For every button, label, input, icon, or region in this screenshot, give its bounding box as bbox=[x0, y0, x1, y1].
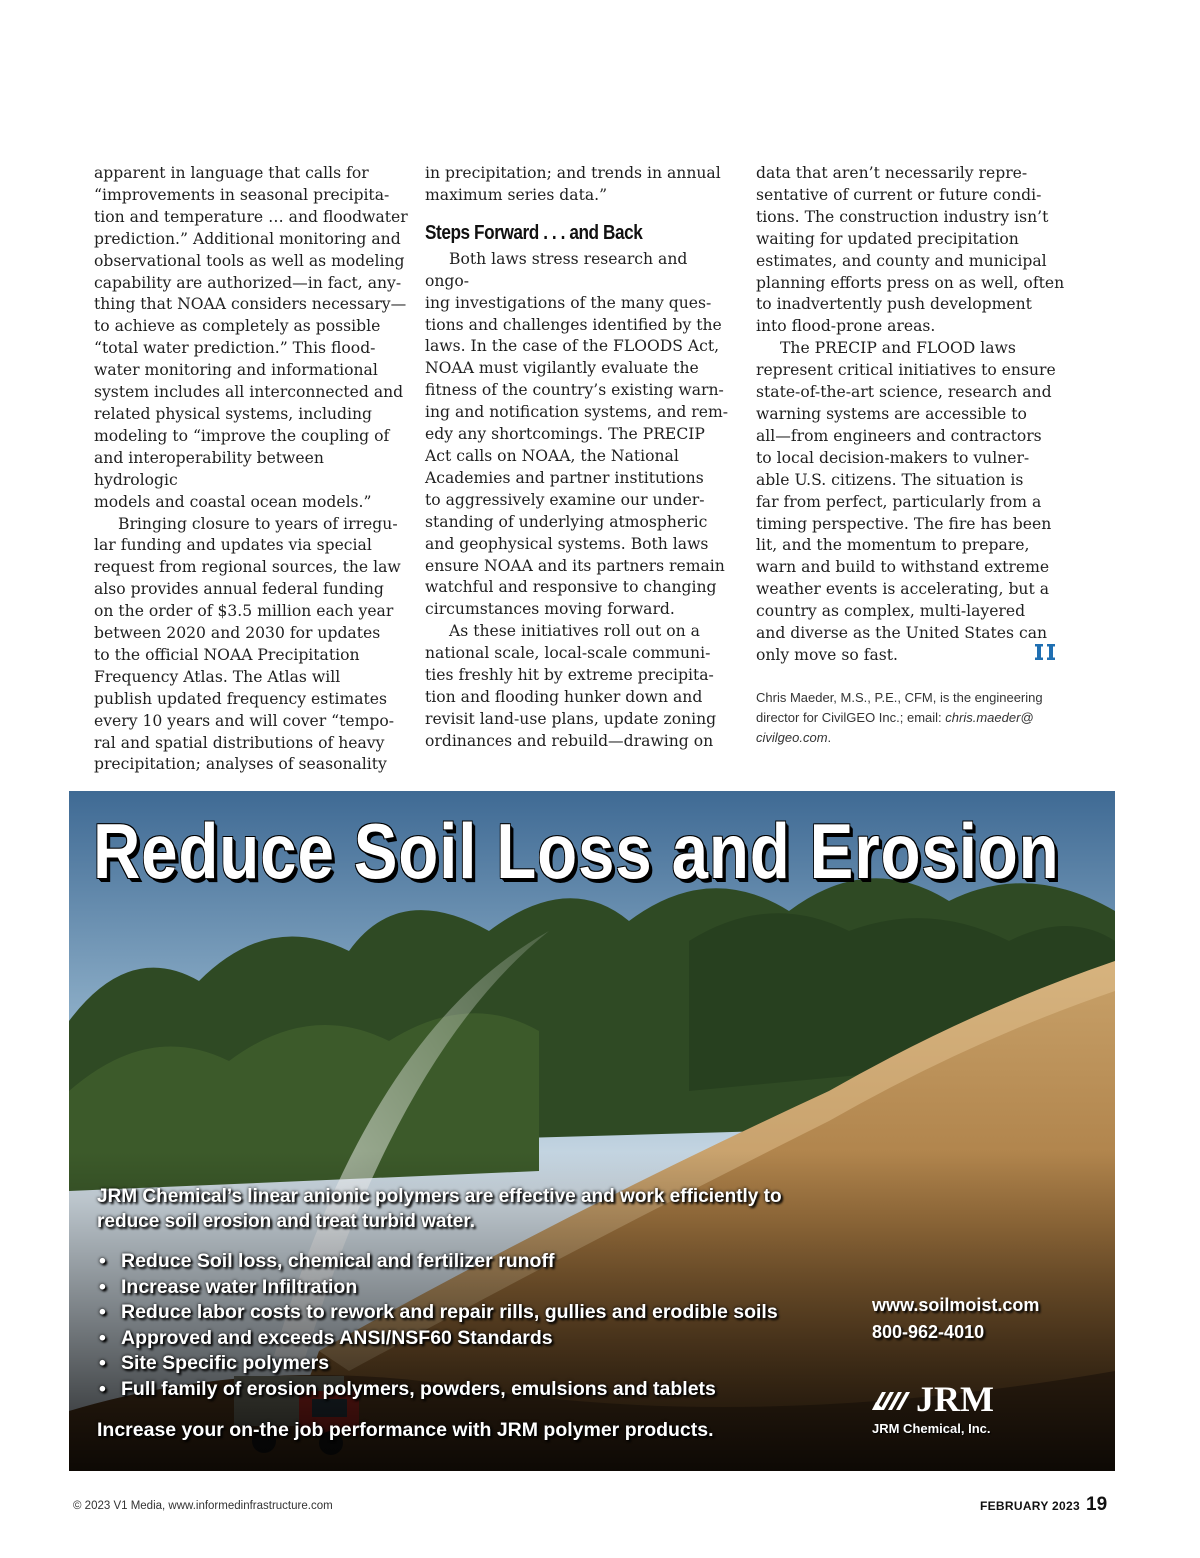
author-bio: Chris Maeder, M.S., P.E., CFM, is the engineering director for CivilGEO Inc.; email: chris.maeder@​civilgeo.com. bbox=[756, 690, 1043, 745]
author-email-link[interactable]: chris.maeder@​civilgeo.com bbox=[756, 710, 1034, 745]
paragraph: apparent in language that calls for “improvements in seasonal precipita- tion and temperature … and floodwater prediction.” Additional monitoring and observational tools as well as modeling capability are authorized—in fact, any- thing that NOAA considers necessary— to achieve as completely as possible “total water prediction.” This flood- water monitoring and informational system includes all interconnected and related physical systems, including modeling to “improve the coupling of and interoperability between hydrologic models and coastal ocean models.” bbox=[94, 164, 408, 511]
article-column-2 bbox=[425, 163, 733, 753]
list-item: • Site Specific polymers bbox=[97, 1351, 867, 1377]
paragraph: Bringing closure to years of irregu- lar funding and updates via special request from regional sources, the law also provides annual federal funding on the order of $3.5 million each year between 2020 and 2030 for updates to the official NOAA Precipitation Frequency Atlas. The Atlas will publish updated frequency estimates every 10 years and will cover “tempo- ral and spatial distributions of heavy precipitation; analyses of seasonality bbox=[94, 514, 401, 774]
list-item: • Increase water Infiltration bbox=[97, 1275, 867, 1301]
paragraph: data that aren’t necessarily repre- sentative of current or future condi- tions. The construction industry isn’t waiting for updated precipitation estimates, and county and municipal planning efforts press on as well, often to inadvertently push development into flood-prone areas. bbox=[756, 164, 1065, 336]
list-item: • Approved and exceeds ANSI/NSF60 Standards bbox=[97, 1326, 867, 1352]
ad-intro: JRM Chemical’s linear anionic polymers are effective and work efficiently to reduce soil erosion and treat turbid water. bbox=[97, 1186, 782, 1232]
ad-tagline: Increase your on-the job performance with JRM polymer products. bbox=[97, 1419, 714, 1441]
section-subhead: Steps Forward . . . and Back bbox=[425, 221, 643, 244]
article-column-1 bbox=[94, 163, 412, 776]
jrm-logo bbox=[870, 1378, 1020, 1420]
ad-company-name: JRM Chemical, Inc. bbox=[872, 1421, 991, 1436]
page-number: 19 bbox=[1086, 1494, 1108, 1515]
bio-text: Chris Maeder, M.S., P.E., CFM, is the engineering director for CivilGEO Inc.; email: bbox=[756, 690, 1043, 725]
list-item: • Reduce labor costs to rework and repair rills, gullies and erodible soils bbox=[97, 1300, 867, 1326]
paragraph: The PRECIP and FLOOD laws represent critical initiatives to ensure state-of-the-art science, research and warning systems are accessible to all—from engineers and contractors to local decision-makers to vulner- able U.S. citizens. The situation is far from perfect, particularly from a timing perspective. The fire has been lit, and the momentum to prepare, warn and build to withstand extreme weather events is accelerating, but a country as complex, multi-layered and diverse as the United States can only move so fast. bbox=[756, 339, 1056, 664]
list-item: • Reduce Soil loss, chemical and fertilizer runoff bbox=[97, 1249, 867, 1275]
advertisement[interactable] bbox=[69, 791, 1115, 1471]
paragraph: in precipitation; and trends in annual maximum series data.” bbox=[425, 164, 721, 204]
list-item: • Full family of erosion polymers, powders, emulsions and tablets bbox=[97, 1377, 867, 1403]
end-of-article-icon bbox=[1033, 643, 1057, 661]
paragraph: As these initiatives roll out on a national scale, local-scale communi- ties freshly hit by extreme precipita- tion and flooding hunker down and revisit land-use plans, update zoning ordinances and rebuild—drawing on bbox=[425, 622, 717, 750]
phone-number[interactable]: 800-962-4010 bbox=[872, 1322, 985, 1342]
footer-issue-date: FEBRUARY 2023 bbox=[980, 1499, 1080, 1513]
paragraph: Both laws stress research and ongo- ing investigations of the many ques- tions and challenges identified by the laws. In the case of the FLOODS Act, NOAA must vigilantly evaluate the fitness of the country’s existing warn- ing and notification systems, and rem- edy any shortcomings. The PRECIP Act calls on NOAA, the National Academies and partner institutions to aggressively examine our under- standing of underlying atmospheric and geophysical systems. Both laws ensure NOAA and its partners remain watchful and responsive to changing circumstances moving forward. bbox=[425, 249, 729, 619]
footer-copyright: © 2023 V1 Media, www.informedinfrastructure.com bbox=[73, 1500, 333, 1512]
article-column-3 bbox=[756, 163, 1068, 667]
ad-headline: Reduce Soil Loss and Erosion bbox=[93, 807, 1060, 895]
website-link[interactable]: www.soilmoist.com bbox=[872, 1295, 1040, 1315]
ad-benefits-list bbox=[97, 1249, 867, 1402]
ad-contact bbox=[872, 1292, 1102, 1346]
logo-text: JRM bbox=[916, 1379, 994, 1419]
